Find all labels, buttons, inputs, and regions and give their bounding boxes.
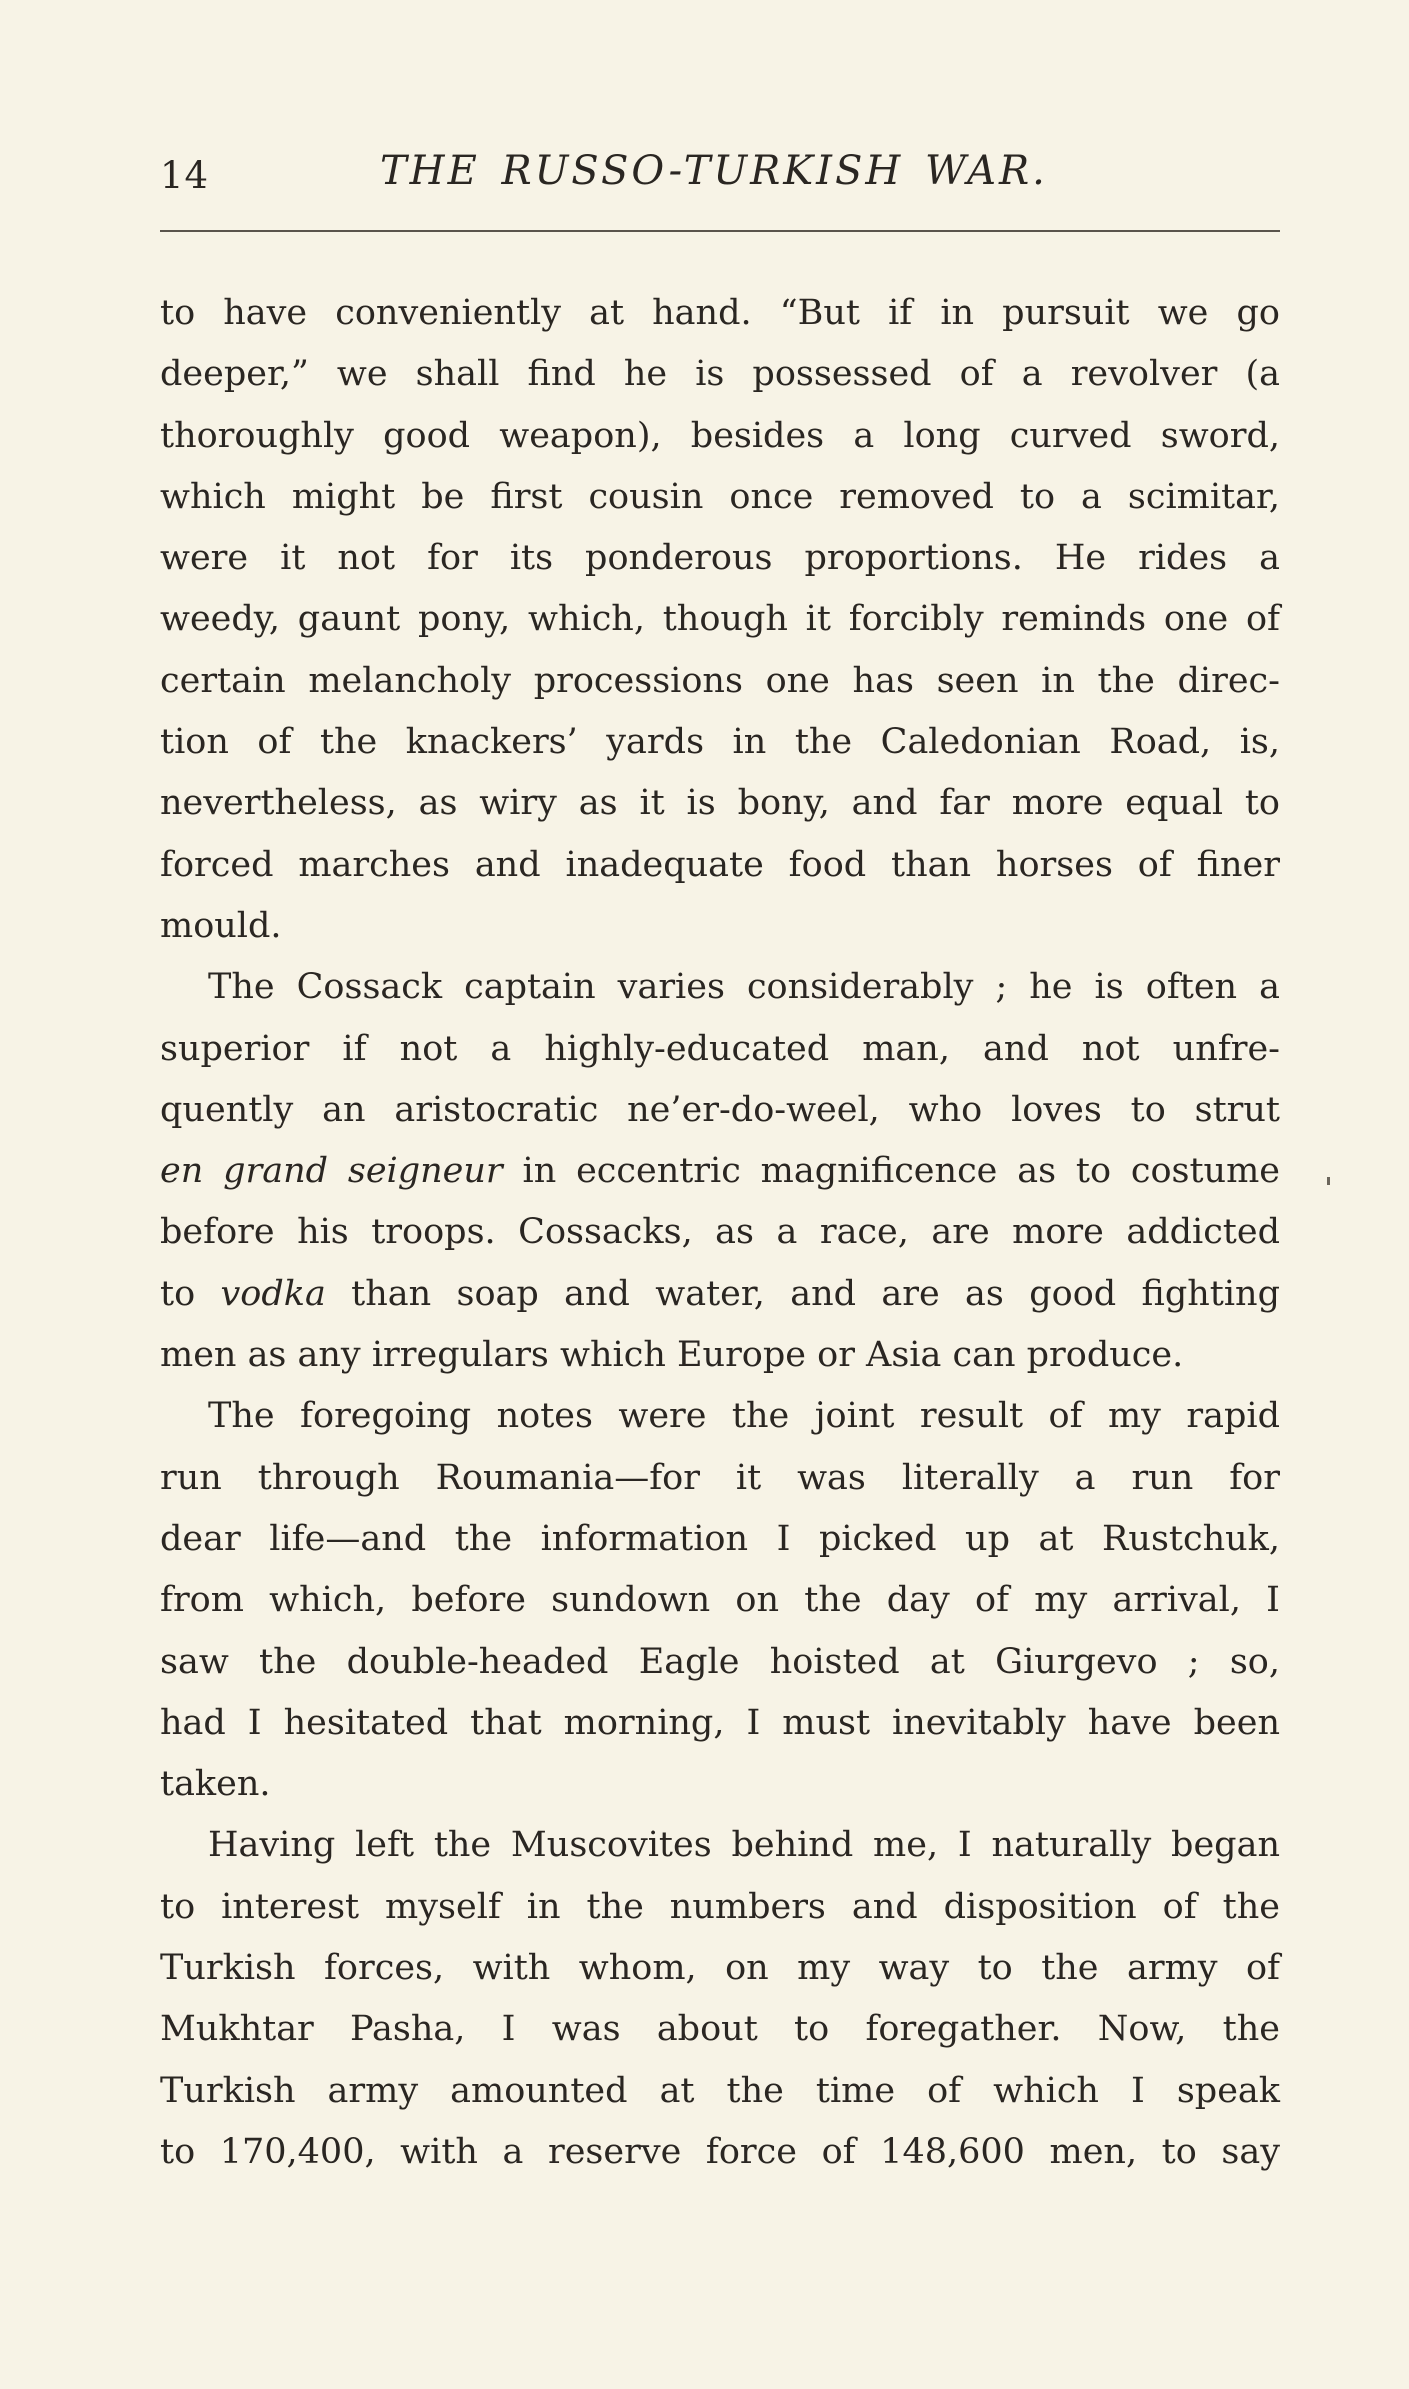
text-run: than soap and water, and are as good fighting: [325, 1273, 1281, 1314]
text-line: superior if not a highly-educated man, and not unfre-: [160, 1028, 1280, 1069]
text-line: Turkish forces, with whom, on my way to the army of: [160, 1948, 1280, 1989]
body-text: [160, 283, 1280, 2183]
text-line: saw the double-headed Eagle hoisted at Giurgevo ; so,: [160, 1641, 1280, 1682]
text-line: to 170,400, with a reserve force of 148,600 men, to say: [160, 2131, 1280, 2172]
text-line: thoroughly good weapon), besides a long curved sword,: [160, 415, 1280, 456]
text-line: taken.: [160, 1764, 271, 1805]
text-run: to: [160, 1273, 221, 1314]
running-head: THE RUSSO-TURKISH WAR.: [380, 148, 1048, 194]
text-line: were it not for its ponderous proportions. He rides a: [160, 538, 1280, 579]
text-line: to interest myself in the numbers and disposition of the: [160, 1886, 1280, 1927]
text-line: tion of the knackers’ yards in the Caledonian Road, is,: [160, 722, 1280, 763]
header-rule: [160, 230, 1280, 232]
text-line: Turkish army amounted at the time of which I speak: [160, 2070, 1280, 2111]
text-line: Having left the Muscovites behind me, I naturally began: [208, 1825, 1280, 1866]
text-line: forced marches and inadequate food than horses of finer: [160, 844, 1280, 885]
text-line: mould.: [160, 905, 282, 946]
text-line: certain melancholy processions one has seen in the direc-: [160, 660, 1280, 701]
text-line: [160, 1141, 1280, 1202]
text-line: before his troops. Cossacks, as a race, are more addicted: [160, 1212, 1280, 1253]
text-line: [160, 1264, 1280, 1325]
text-line: run through Roumania—for it was literally a run for: [160, 1457, 1280, 1498]
text-line: had I hesitated that morning, I must inevitably have been: [160, 1702, 1280, 1743]
page-number: 14: [160, 154, 210, 197]
text-line: men as any irregulars which Europe or Asia can produce.: [160, 1335, 1184, 1376]
margin-mark: [1327, 1177, 1330, 1185]
text-line: quently an aristocratic ne’er-do-weel, who loves to strut: [160, 1089, 1280, 1130]
text-line: weedy, gaunt pony, which, though it forcibly reminds one of: [160, 599, 1280, 640]
text-line: deeper,” we shall find he is possessed of a revolver (a: [160, 354, 1280, 395]
italic-phrase: en grand seigneur: [160, 1151, 503, 1192]
text-line: from which, before sundown on the day of my arrival, I: [160, 1580, 1280, 1621]
text-line: dear life—and the information I picked up at Rustchuk,: [160, 1518, 1280, 1559]
text-line: Mukhtar Pasha, I was about to foregather. Now, the: [160, 2009, 1280, 2050]
text-line: The foregoing notes were the joint result of my rapid: [208, 1396, 1280, 1437]
page-header: [160, 148, 1280, 208]
text-run: in eccentric magnificence as to costume: [502, 1151, 1280, 1192]
italic-word: vodka: [220, 1273, 326, 1314]
text-line: to have conveniently at hand. “But if in pursuit we go: [160, 293, 1280, 333]
text-line: which might be first cousin once removed to a scimitar,: [160, 476, 1280, 517]
text-line: nevertheless, as wiry as it is bony, and far more equal to: [160, 783, 1280, 824]
text-line: The Cossack captain varies considerably ; he is often a: [208, 967, 1280, 1008]
